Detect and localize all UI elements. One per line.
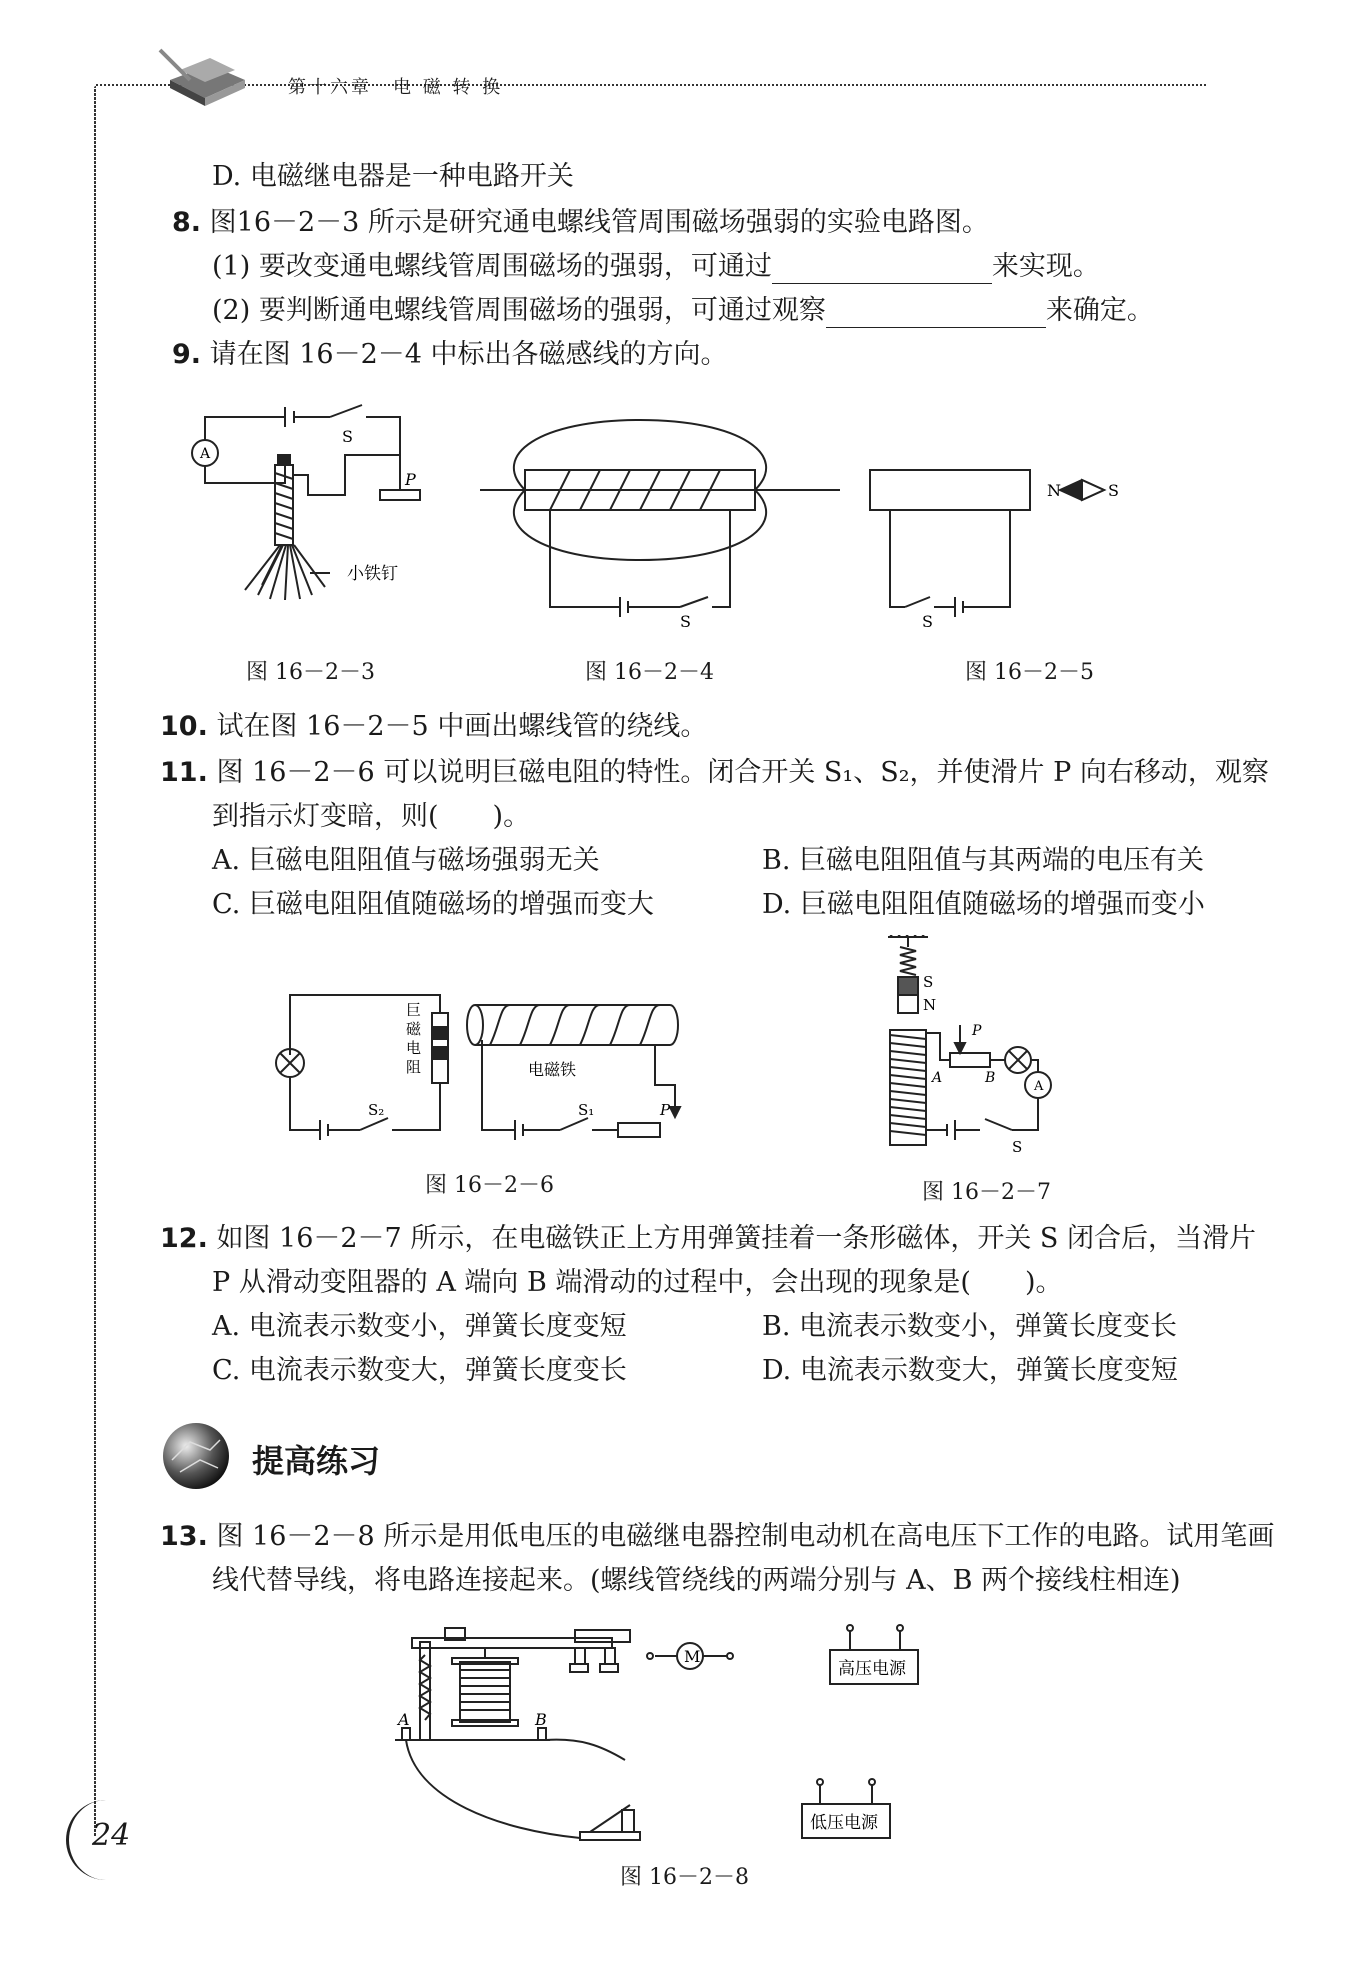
q13-text: 图 16－2－8 所示是用低电压的电磁继电器控制电动机在高电压下工作的电路。试用笔画 [216, 1521, 1275, 1552]
q11-text: 图 16－2－6 可以说明巨磁电阻的特性。闭合开关 S₁、S₂，并使滑片 P 向右移动，观察 [216, 757, 1269, 788]
q12-text: 如图 16－2－7 所示，在电磁铁正上方用弹簧挂着一条形磁体，开关 S 闭合后，当滑片 [216, 1223, 1256, 1254]
q10-stem [160, 710, 707, 744]
f5-south-label: S [1108, 481, 1119, 500]
figure-16-2-5 [870, 470, 1104, 617]
q11-option-a[interactable]: A. 巨磁电阻阻值与磁场强弱无关 [212, 845, 600, 876]
figure-16-2-8 [390, 1620, 1010, 1860]
q7-option-d: D. 电磁继电器是一种电路开关 [212, 161, 574, 192]
f7-b-label: B [985, 1070, 996, 1086]
f6-electromagnet-label: 电磁铁 [528, 1060, 577, 1079]
q12-option-c[interactable]: C. 电流表示数变大，弹簧长度变长 [212, 1355, 627, 1386]
f7-p-label: P [972, 1023, 982, 1039]
q11-option-d[interactable]: D. 巨磁电阻阻值随磁场的增强而变小 [762, 889, 1205, 920]
f8-a-label: A [398, 1710, 410, 1729]
q12-option-d[interactable]: D. 电流表示数变大，弹簧长度变短 [762, 1355, 1178, 1386]
section-title: 提高练习 [252, 1442, 381, 1480]
caption-16-2-5: 图 16－2－5 [965, 660, 1094, 685]
caption-16-2-6: 图 16－2－6 [425, 1173, 554, 1198]
q11-number: 11. [160, 757, 208, 788]
q13-number: 13. [160, 1521, 208, 1552]
header-logo [150, 40, 250, 110]
page-border-top [96, 84, 1206, 86]
figures-row-1 [170, 395, 1210, 645]
page-border-left [94, 86, 96, 1836]
figure-16-2-4 [480, 420, 840, 617]
q10-number: 10. [160, 711, 208, 742]
q12-option-a[interactable]: A. 电流表示数变小，弹簧长度变短 [212, 1311, 627, 1342]
q13-stem-cont: 线代替导线，将电路连接起来。(螺线管绕线的两端分别与 A、B 两个接线柱相连) [212, 1565, 1181, 1596]
caption-16-2-8: 图 16－2－8 [620, 1865, 749, 1890]
q12-stem-cont: P 从滑动变阻器的 A 端向 B 端滑动的过程中，会出现的现象是( )。 [212, 1267, 1063, 1298]
q11-option-b[interactable]: B. 巨磁电阻阻值与其两端的电压有关 [762, 845, 1205, 876]
f3-slider-label: P [405, 470, 416, 489]
f4-switch-label: S [680, 612, 691, 631]
caption-16-2-3: 图 16－2－3 [246, 660, 375, 685]
q8-text: 图16－2－3 所示是研究通电螺线管周围磁场强弱的实验电路图。 [209, 207, 989, 238]
q9-stem [172, 338, 728, 372]
q8-part1-blank[interactable] [772, 255, 992, 284]
q8-part1-tail: 来实现。 [991, 251, 1100, 282]
f8-motor-label: M [684, 1647, 701, 1666]
caption-16-2-4: 图 16－2－4 [585, 660, 714, 685]
caption-16-2-7: 图 16－2－7 [922, 1180, 1051, 1205]
chapter-header: 第十六章 电 磁 转 换 [288, 77, 504, 98]
f3-nail-label: 小铁钉 [347, 564, 398, 584]
f6-gmr-label: 巨磁电阻 [406, 1001, 422, 1076]
q8-part2-text: (2) 要判断通电螺线管周围磁场的强弱，可通过观察 [212, 295, 826, 326]
section-globe-icon [160, 1420, 232, 1492]
f7-magnet-s-label: S [923, 973, 934, 991]
q10-text: 试在图 16－2－5 中画出螺线管的绕线。 [216, 711, 708, 742]
q12-stem [160, 1222, 1256, 1256]
q9-number: 9. [172, 339, 202, 370]
q8-part2-blank[interactable] [826, 299, 1046, 328]
q11-stem-cont: 到指示灯变暗，则( )。 [212, 801, 531, 832]
f6-p-label: P [660, 1101, 671, 1119]
f3-switch-label: S [342, 427, 353, 446]
q11-stem [160, 756, 1269, 790]
f6-s1-label: S₁ [578, 1101, 595, 1119]
f7-a-label: A [932, 1070, 943, 1086]
f8-high-voltage-label: 高压电源 [838, 1659, 906, 1679]
f8-low-voltage-label: 低压电源 [810, 1813, 878, 1833]
f8-b-label: B [535, 1710, 547, 1729]
f5-north-label: N [1047, 481, 1061, 500]
f7-ammeter-label: A [1034, 1079, 1044, 1094]
q8-part1-text: (1) 要改变通电螺线管周围磁场的强弱，可通过 [212, 251, 772, 282]
q8-stem [172, 206, 989, 240]
f5-switch-label: S [922, 612, 933, 631]
figure-16-2-6 [276, 995, 680, 1140]
f7-switch-label: S [1012, 1138, 1023, 1155]
q13-stem [160, 1520, 1274, 1554]
q12-number: 12. [160, 1223, 208, 1254]
f7-magnet-n-label: N [923, 996, 937, 1014]
page-number: 24 [92, 1818, 131, 1853]
f3-ammeter-label: A [200, 446, 211, 462]
q8-part2 [212, 294, 1154, 328]
figures-row-2 [260, 935, 1120, 1155]
figure-16-2-7 [888, 935, 1051, 1145]
q11-option-c[interactable]: C. 巨磁电阻阻值随磁场的增强而变大 [212, 889, 654, 920]
q9-text: 请在图 16－2－4 中标出各磁感线的方向。 [209, 339, 728, 370]
f6-s2-label: S₂ [368, 1101, 385, 1119]
q12-option-b[interactable]: B. 电流表示数变小，弹簧长度变长 [762, 1311, 1178, 1342]
q8-part2-tail: 来确定。 [1045, 295, 1154, 326]
q8-number: 8. [172, 207, 202, 238]
q8-part1 [212, 250, 1100, 284]
